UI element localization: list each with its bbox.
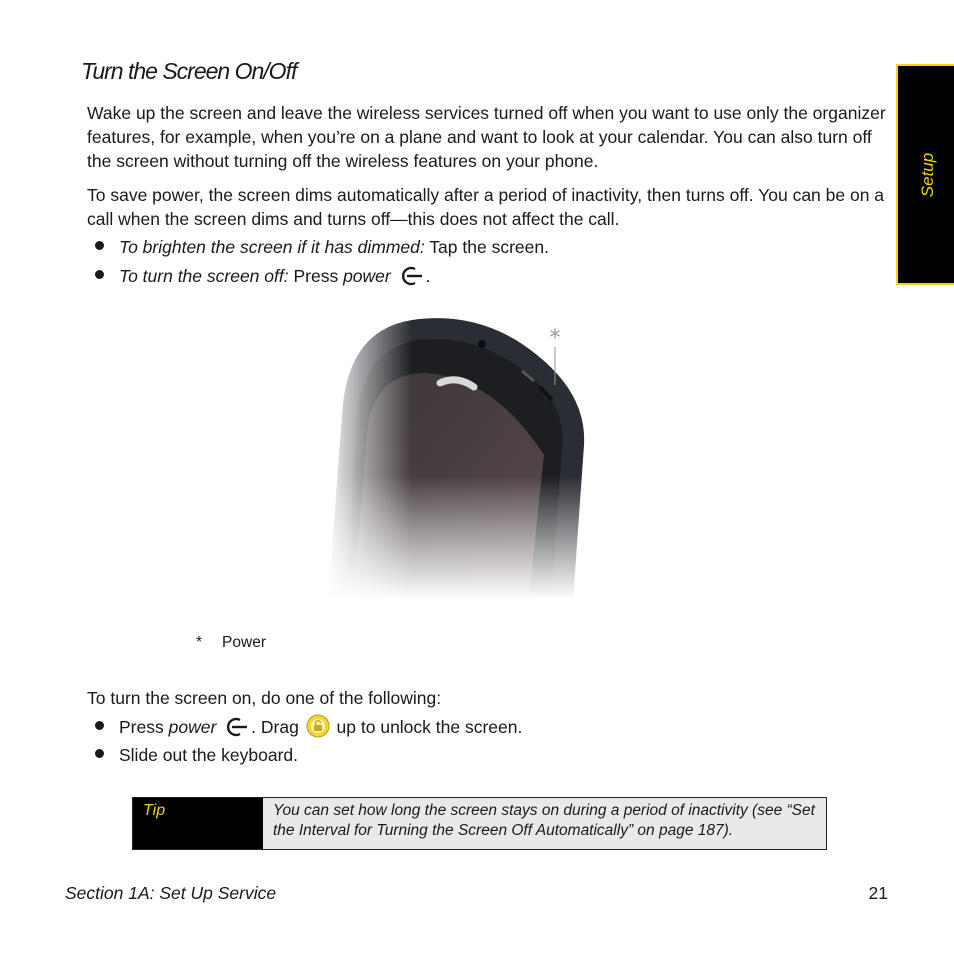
bullet-dot <box>95 270 104 279</box>
intro-paragraph: Wake up the screen and leave the wireless services turned off when you want to use only the organizer features, for example, when you’re on a plane and want to look at your calendar. You can also turn off the screen without turning off the wireless features on your phone. <box>87 103 886 171</box>
page-number: 21 <box>868 883 888 903</box>
screen-on-paragraph: To turn the screen on, do one of the following: <box>87 688 442 708</box>
power-key-label: power <box>343 266 391 286</box>
footer-section: Section 1A: Set Up Service <box>65 883 277 903</box>
power-saving-paragraph: To save power, the screen dims automatically after a period of inactivity, then turns off. You can be on a call when the screen dims and turns off—this does not affect the call. <box>87 185 885 229</box>
list-item <box>95 714 522 744</box>
caption-text: Power <box>222 634 266 651</box>
power-key-label: power <box>168 717 217 737</box>
caption-marker: * <box>196 634 203 651</box>
bullet-text: Press <box>119 717 169 737</box>
list-item <box>95 264 430 293</box>
phone-illustration <box>322 305 622 620</box>
power-icon <box>223 716 249 744</box>
bullet-dot <box>95 721 104 730</box>
bullet-dot <box>95 749 104 758</box>
list-item <box>95 743 298 767</box>
list-item <box>95 235 549 259</box>
bullet-text: Tap the screen. <box>424 237 549 257</box>
tip-box <box>132 797 827 850</box>
unlock-icon <box>306 714 330 744</box>
bullet-end: . <box>425 266 431 286</box>
bullet-lead: To brighten the screen if it has dimmed: <box>119 237 425 257</box>
bullet-dot <box>95 241 104 250</box>
section-tab-label: Setup <box>918 152 937 197</box>
bullet-text: Press <box>288 266 344 286</box>
page-title: Turn the Screen On/Off <box>81 58 297 84</box>
section-tab <box>896 64 954 285</box>
bullet-text: up to unlock the screen. <box>331 717 523 737</box>
figure-caption <box>196 634 266 652</box>
tip-text: You can set how long the screen stays on during a period of inactivity (see “Set the Interval for Turning the Screen Off Automatically” on page 187). <box>273 802 815 839</box>
bullet-text: . Drag <box>251 717 304 737</box>
power-icon <box>398 265 424 293</box>
bullet-lead: To turn the screen off: <box>119 266 289 286</box>
tip-label: Tip <box>133 798 263 849</box>
bullet-text: Slide out the keyboard. <box>119 745 299 765</box>
